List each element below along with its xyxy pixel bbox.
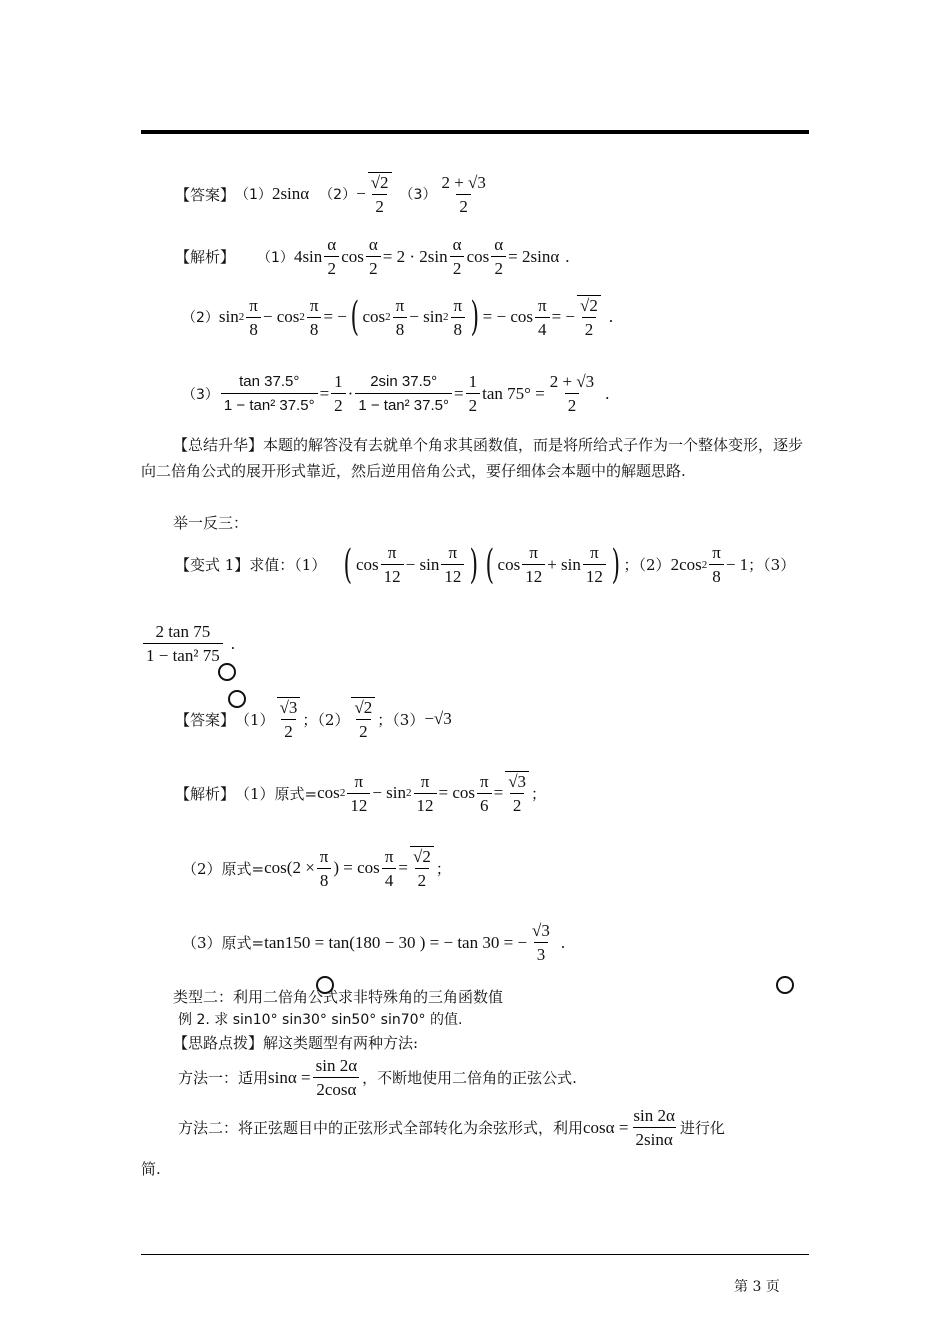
- fraction: [529, 921, 553, 964]
- expr: = −: [323, 307, 347, 326]
- denominator: 8: [307, 317, 322, 339]
- numerator: π: [590, 543, 599, 562]
- numerator: sin 2α: [633, 1106, 675, 1125]
- fraction: [368, 172, 392, 216]
- answer-label: 【答案】: [175, 185, 236, 204]
- denominator: 8: [246, 317, 261, 339]
- numerator: √3: [277, 697, 301, 719]
- expr: sin: [218, 307, 239, 326]
- denominator: 2: [356, 719, 371, 741]
- fraction: [143, 622, 223, 665]
- left-paren: (: [485, 541, 495, 588]
- expr: = 2sinα: [508, 246, 560, 266]
- denominator: 8: [451, 317, 466, 339]
- expr: 4sin: [293, 246, 323, 266]
- fraction: [505, 771, 529, 815]
- expr: =: [398, 858, 408, 877]
- denominator: 2: [565, 393, 580, 415]
- period: .: [608, 307, 614, 326]
- fraction: [355, 372, 452, 415]
- numerator: π: [480, 771, 489, 791]
- period: .: [560, 932, 566, 952]
- denominator: 12: [583, 564, 606, 586]
- fraction: [382, 847, 397, 890]
- analysis-1-line-3: [182, 372, 609, 415]
- method-text: 简.: [141, 1160, 161, 1178]
- exponent: 2: [339, 787, 346, 799]
- fraction: [366, 235, 381, 278]
- method-2: [178, 1106, 725, 1149]
- fraction: [477, 772, 492, 815]
- numerator: α: [368, 235, 378, 254]
- numerator: √2: [410, 846, 434, 868]
- fraction: [583, 543, 606, 586]
- denominator: 2: [491, 256, 506, 278]
- footer-rule: [141, 1254, 809, 1255]
- exponent: 2: [299, 311, 305, 323]
- analysis-2-line-2: [182, 846, 451, 890]
- method-text: 方法一：适用: [178, 1069, 269, 1087]
- expr: − sin: [372, 783, 406, 802]
- fraction: [347, 772, 370, 815]
- part-3: ；（3）: [748, 556, 796, 574]
- expr: cosα =: [583, 1117, 629, 1137]
- answer-1-value: 2sinα: [271, 184, 310, 203]
- fraction: [331, 372, 346, 415]
- part-2: ；（2）: [302, 710, 350, 729]
- numerator: π: [529, 543, 539, 562]
- summary-label: 【总结升华】: [173, 436, 264, 454]
- denominator: 12: [441, 564, 464, 586]
- expr: cos: [355, 554, 379, 574]
- numerator: √3: [505, 771, 529, 793]
- expr: =: [319, 383, 330, 403]
- denominator: 8: [317, 868, 332, 890]
- expr: cos(2 ×: [264, 858, 315, 877]
- fraction: [351, 697, 375, 741]
- expr: = 2 · 2sin: [382, 246, 448, 266]
- part-3: ；（3）: [377, 710, 425, 729]
- fraction: [307, 296, 322, 339]
- summary-paragraph: [141, 432, 809, 484]
- denominator: 2: [331, 393, 346, 415]
- expr: = −: [551, 307, 576, 326]
- method-text: 进行化: [679, 1119, 725, 1137]
- analysis-label: 【解析】: [175, 248, 236, 266]
- fraction: [450, 235, 465, 278]
- expr: ) = cos: [333, 858, 380, 877]
- fraction: [441, 543, 464, 586]
- left-paren: (: [350, 294, 359, 340]
- denominator: 3: [534, 942, 549, 964]
- numerator: π: [319, 846, 329, 866]
- numerator: 1: [334, 372, 343, 391]
- numerator: 1: [468, 372, 478, 391]
- denominator: 1 − tan² 37.5°: [221, 393, 318, 415]
- expr: sinα =: [268, 1067, 311, 1087]
- numerator: π: [309, 295, 319, 315]
- semicolon: ；: [531, 784, 547, 803]
- denominator: 6: [477, 793, 492, 815]
- fraction: [630, 1106, 678, 1149]
- dot: ·: [347, 383, 354, 403]
- numerator: π: [448, 543, 458, 562]
- exponent: 2: [238, 311, 245, 323]
- numerator: 2 + √3: [441, 172, 486, 192]
- denominator: 12: [347, 793, 370, 815]
- method-2-cont: [141, 1156, 809, 1182]
- practice-title-text: 举一反三：: [173, 514, 249, 532]
- expr: = cos: [438, 783, 475, 802]
- exponent: 2: [406, 787, 412, 799]
- expr: cos: [466, 246, 490, 266]
- fraction: [491, 235, 506, 278]
- fraction: [246, 296, 261, 339]
- denominator: 1 − tan² 75: [143, 643, 223, 665]
- variant-label: 【变式 1】求值：（1）: [175, 556, 327, 574]
- numerator: α: [452, 235, 462, 254]
- method-text: 方法二：将正弦题目中的正弦形式全部转化为余弦形式，利用: [178, 1119, 584, 1137]
- numerator: sin 2α: [315, 1056, 358, 1075]
- expr: tan150 = tan(180 − 30 ) = − tan 30 = −: [264, 932, 528, 952]
- denominator: 12: [381, 564, 404, 586]
- practice-title: [141, 510, 809, 536]
- denominator: 4: [382, 868, 397, 890]
- fraction: [466, 372, 481, 415]
- denominator: 2: [466, 393, 481, 415]
- numerator: √2: [368, 172, 392, 194]
- denominator: 12: [414, 793, 437, 815]
- expr: + sin: [547, 554, 581, 574]
- numerator: π: [395, 295, 405, 315]
- expr: tan 75° =: [482, 383, 545, 403]
- fraction: [709, 543, 724, 586]
- analysis-2-line-3: [182, 921, 565, 964]
- summary-text: 本题的解答没有去就单个角求其函数值，而是将所给式子作为一个整体变形，逐步向二倍角公式的展开形式靠近，然后逆用倍角公式，要仔细体会本题中的解题思路.: [141, 436, 804, 480]
- right-paren: ): [611, 541, 621, 588]
- hint: [173, 1030, 841, 1056]
- exponent: 2: [385, 311, 391, 323]
- analysis-1-line-1: [175, 235, 570, 278]
- semicolon: ；: [435, 859, 451, 878]
- hint-label: 【思路点拨】: [173, 1034, 264, 1052]
- part-2: （2）: [182, 310, 219, 326]
- denominator: 8: [709, 564, 724, 586]
- numerator: π: [420, 771, 430, 791]
- minus-sign: −: [356, 184, 366, 203]
- exponent: 2: [701, 558, 708, 571]
- numerator: 2 + √3: [549, 372, 595, 391]
- numerator: π: [712, 543, 721, 562]
- variant-1-part-3: [141, 622, 235, 665]
- expr: cos: [341, 246, 364, 266]
- part-1: （1）原式=: [235, 784, 318, 803]
- fraction: [577, 295, 601, 339]
- denominator: 2: [281, 719, 296, 741]
- expr: cos: [362, 307, 386, 326]
- fraction: [438, 173, 488, 216]
- fraction: [522, 543, 545, 586]
- expr: − sin: [409, 307, 443, 326]
- expr: cos: [317, 783, 340, 802]
- fraction: [414, 772, 437, 815]
- denominator: 2: [456, 194, 471, 216]
- part-1: （1）: [235, 187, 272, 203]
- numerator: √2: [577, 295, 601, 317]
- fraction: [535, 296, 550, 339]
- expr: cos: [497, 554, 521, 574]
- denominator: 1 − tan² 37.5°: [355, 393, 452, 415]
- denominator: 12: [522, 564, 545, 586]
- fraction: [450, 296, 465, 339]
- part-3: （3）原式=: [182, 934, 265, 952]
- method-text: ，不断地使用二倍角的正弦公式.: [362, 1069, 577, 1087]
- right-paren: ): [469, 541, 479, 588]
- answer-value: −√3: [424, 709, 452, 728]
- fraction: [313, 1056, 361, 1099]
- expr: =: [493, 783, 504, 802]
- analysis-1-line-2: [182, 295, 613, 339]
- denominator: 2: [366, 256, 381, 278]
- analysis-label: 【解析】: [175, 784, 236, 803]
- period: .: [565, 246, 570, 266]
- denominator: 2: [582, 317, 597, 339]
- header-rule: [141, 130, 809, 134]
- fraction: [277, 697, 301, 741]
- hint-text: 解这类题型有两种方法:: [263, 1034, 419, 1052]
- denominator: 2sinα: [633, 1127, 676, 1149]
- denominator: 2: [415, 868, 430, 890]
- expr: 2cos: [670, 554, 702, 574]
- numerator: π: [249, 295, 258, 315]
- fraction: [221, 372, 318, 415]
- variant-1: [175, 543, 795, 586]
- numerator: 2sin 37.5°: [370, 373, 438, 390]
- fraction: [317, 847, 332, 890]
- numerator: π: [453, 295, 463, 315]
- heading-text: 类型二：利用二倍角公式求非特殊角的三角函数值: [173, 988, 504, 1006]
- part-3: （3）: [182, 386, 219, 403]
- answer-1: [175, 172, 491, 216]
- part-1: （1）: [257, 249, 294, 266]
- expr: = − cos: [482, 307, 533, 326]
- page-number: 第 3 页: [734, 1279, 780, 1295]
- denominator: 2: [450, 256, 465, 278]
- numerator: 2 tan 75: [155, 622, 211, 641]
- numerator: π: [538, 295, 547, 315]
- expr: − cos: [262, 307, 300, 326]
- numerator: √3: [532, 921, 550, 940]
- fraction: [393, 296, 408, 339]
- expr: − sin: [405, 554, 440, 574]
- example-text: 例 2. 求 sin10° sin30° sin50° sin70° 的值.: [178, 1012, 463, 1028]
- answer-label: 【答案】: [175, 710, 236, 729]
- denominator: 2: [510, 793, 525, 815]
- right-paren: ): [470, 294, 480, 340]
- numerator: tan 37.5°: [239, 373, 300, 390]
- part-3: （3）: [399, 187, 437, 203]
- denominator: 4: [535, 317, 550, 339]
- fraction: [324, 235, 339, 278]
- numerator: α: [327, 235, 337, 254]
- numerator: π: [384, 846, 394, 866]
- numerator: √2: [351, 697, 375, 719]
- fraction: [410, 846, 434, 890]
- denominator: 2: [372, 194, 387, 216]
- fraction: [547, 372, 597, 415]
- expr: − 1: [725, 554, 749, 574]
- period: .: [230, 633, 235, 653]
- part-2: （2）: [319, 187, 357, 203]
- denominator: 2cosα: [313, 1077, 359, 1099]
- part-2: ；（2）: [623, 556, 671, 574]
- fraction: [381, 543, 404, 586]
- numerator: π: [354, 771, 364, 791]
- period: .: [605, 383, 610, 403]
- answer-2: [175, 697, 452, 741]
- left-paren: (: [343, 541, 353, 588]
- exponent: 2: [442, 311, 449, 323]
- circle-mark: [218, 663, 236, 681]
- denominator: 2: [324, 256, 339, 278]
- denominator: 8: [393, 317, 408, 339]
- numerator: π: [387, 543, 397, 562]
- method-1: [178, 1056, 577, 1099]
- analysis-2-line-1: [175, 771, 546, 815]
- part-1: （1）: [235, 710, 275, 729]
- part-2: （2）原式=: [182, 859, 265, 878]
- expr: =: [454, 383, 464, 403]
- numerator: α: [494, 235, 504, 254]
